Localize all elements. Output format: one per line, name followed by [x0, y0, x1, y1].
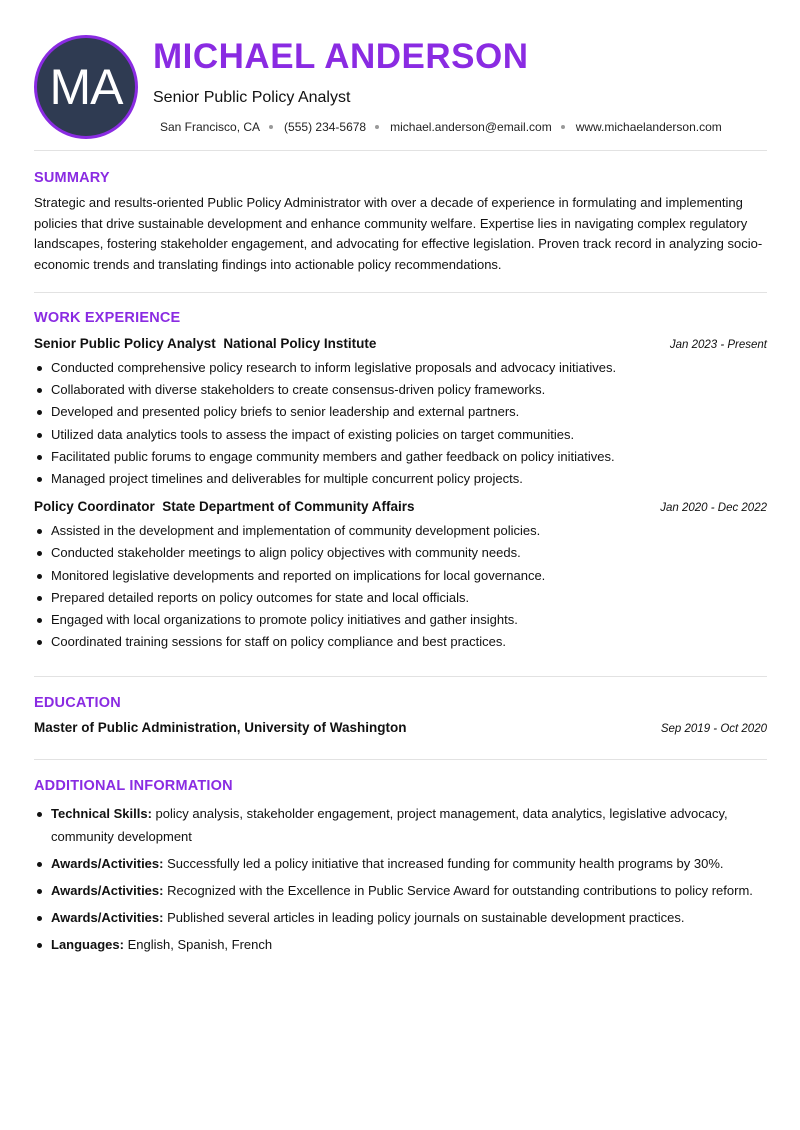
job-entry	[34, 336, 767, 490]
item-label: Technical Skills:	[51, 806, 152, 822]
list-item: Utilized data analytics tools to assess the impact of existing policies on target communities.	[34, 424, 767, 446]
list-item: Assisted in the development and implementation of community development policies.	[34, 520, 767, 542]
contact-line	[160, 120, 722, 134]
candidate-title: Senior Public Policy Analyst	[153, 89, 351, 106]
list-item: Monitored legislative developments and reported on implications for local governance.	[34, 565, 767, 587]
job-bullets	[34, 520, 767, 653]
list-item: Conducted comprehensive policy research to inform legislative proposals and advocacy initiatives.	[34, 357, 767, 379]
list-item: Coordinated training sessions for staff on policy compliance and best practices.	[34, 631, 767, 653]
separator-dot	[269, 125, 273, 129]
job-title	[34, 499, 415, 514]
list-item	[34, 934, 767, 956]
contact-website: www.michaelanderson.com	[575, 120, 722, 134]
job-header	[34, 336, 767, 351]
item-text: English, Spanish, French	[127, 937, 273, 953]
job-header	[34, 499, 767, 514]
section-heading-additional: ADDITIONAL INFORMATION	[34, 778, 233, 795]
additional-section	[34, 760, 767, 956]
list-item	[34, 880, 767, 902]
summary-section	[34, 151, 767, 293]
job-dates: Jan 2023 - Present	[669, 339, 767, 351]
section-heading-education: EDUCATION	[34, 695, 121, 712]
list-item: Collaborated with diverse stakeholders to create consensus-driven policy frameworks.	[34, 379, 767, 401]
education-degree: Master of Public Administration, University of Washington	[34, 720, 407, 736]
item-text: Published several articles in leading policy journals on sustainable development practices.	[167, 910, 685, 926]
resume-header	[34, 0, 767, 151]
contact-email: michael.anderson@email.com	[390, 120, 552, 134]
job-bullets	[34, 357, 767, 490]
item-text: Successfully led a policy initiative that increased funding for community health programs by 30%.	[167, 855, 724, 871]
item-label: Awards/Activities:	[51, 910, 164, 926]
list-item: Conducted stakeholder meetings to align policy objectives with community needs.	[34, 542, 767, 564]
avatar	[34, 35, 138, 139]
item-label: Awards/Activities:	[51, 883, 164, 899]
item-label: Awards/Activities:	[51, 855, 164, 871]
job-company: State Department of Community Affairs	[162, 499, 415, 515]
item-text: Recognized with the Excellence in Public Service Award for outstanding contributions to policy reform.	[167, 883, 753, 899]
item-label: Languages:	[51, 937, 124, 953]
contact-phone: (555) 234-5678	[284, 120, 367, 134]
list-item	[34, 803, 767, 847]
job-role: Policy Coordinator	[34, 499, 155, 515]
job-entry	[34, 499, 767, 653]
avatar-initials: MA	[49, 59, 123, 115]
job-dates: Jan 2020 - Dec 2022	[660, 502, 767, 515]
job-company: National Policy Institute	[223, 336, 377, 351]
list-item: Prepared detailed reports on policy outcomes for state and local officials.	[34, 587, 767, 609]
additional-list	[34, 803, 767, 956]
contact-location: San Francisco, CA	[160, 120, 261, 134]
list-item: Engaged with local organizations to promote policy initiatives and gather insights.	[34, 609, 767, 631]
list-item: Developed and presented policy briefs to senior leadership and external partners.	[34, 401, 767, 423]
education-section	[34, 677, 767, 760]
resume-page	[34, 0, 767, 962]
experience-section	[34, 293, 767, 677]
list-item: Managed project timelines and deliverables for multiple concurrent policy projects.	[34, 468, 767, 490]
section-heading-experience: WORK EXPERIENCE	[34, 310, 181, 326]
list-item	[34, 853, 767, 875]
separator-dot	[561, 125, 565, 129]
separator-dot	[375, 125, 379, 129]
job-title	[34, 336, 376, 351]
section-heading-summary: SUMMARY	[34, 170, 110, 186]
list-item	[34, 907, 767, 929]
candidate-name: MICHAEL ANDERSON	[153, 37, 529, 76]
item-text: policy analysis, stakeholder engagement, project management, data analytics, legislative advocacy, community development	[51, 806, 728, 844]
summary-text: Strategic and results-oriented Public Policy Administrator with over a decade of experience in formulating and implementing policies that drive sustainable development and enhance community welfare. Expertise lies in navigating complex regulatory landscapes, fostering stakeholder engagement, and advocating for effective legislation. Proven track record in analyzing socio-economic trends and translating findings into actionable policy recommendations.	[34, 195, 763, 272]
education-entry	[34, 720, 767, 735]
list-item: Facilitated public forums to engage community members and gather feedback on policy initiatives.	[34, 446, 767, 468]
job-role: Senior Public Policy Analyst	[34, 336, 216, 351]
education-dates: Sep 2019 - Oct 2020	[660, 723, 767, 736]
